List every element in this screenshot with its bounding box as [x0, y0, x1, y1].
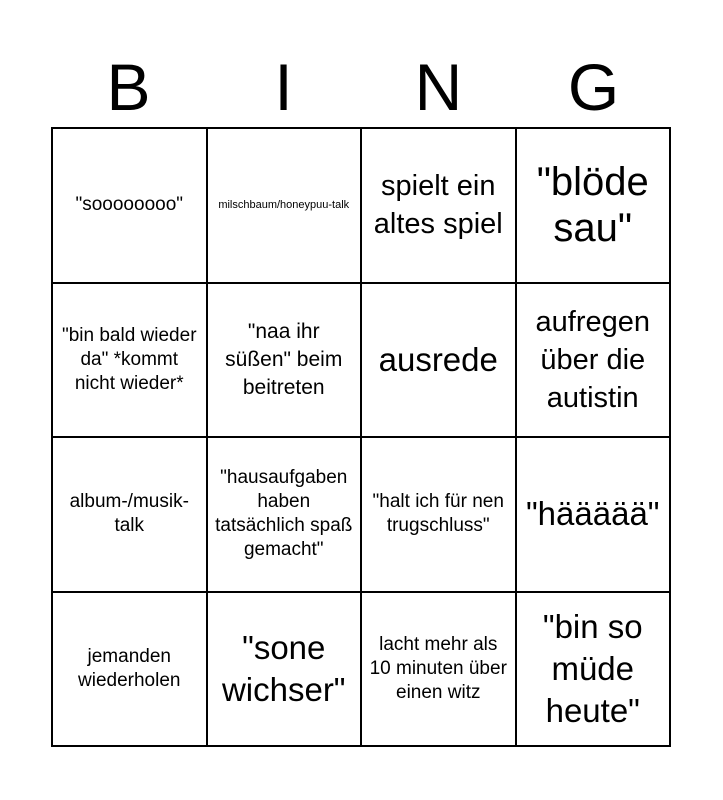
bingo-cell-text: "bin bald wieder da" *kommt nicht wieder* [61, 324, 197, 394]
bingo-cell[interactable] [208, 593, 363, 748]
bingo-cell[interactable] [208, 129, 363, 284]
bingo-board [51, 127, 671, 747]
bingo-cell-text: "hausaufgaben haben tatsächlich spaß gemacht" [215, 467, 353, 561]
bingo-cell[interactable] [362, 593, 517, 748]
bingo-cell[interactable] [362, 284, 517, 439]
bingo-cell-text: "sone wichser" [221, 628, 346, 708]
header-letter-g: G [567, 50, 620, 124]
bingo-cell-text: "halt ich für nen trugschluss" [372, 491, 504, 537]
bingo-cell[interactable] [517, 593, 672, 748]
bingo-cell-text: "naa ihr süßen" beim beitreten [225, 319, 343, 399]
bingo-cell-text: spielt ein altes spiel [373, 170, 503, 241]
bingo-cell[interactable] [362, 129, 517, 284]
bingo-cell[interactable] [53, 438, 208, 593]
header-letter-n: N [414, 50, 463, 124]
bingo-cell[interactable] [362, 438, 517, 593]
header-letter-i: I [274, 50, 293, 124]
bingo-cell-text: "bin so müde heute" [542, 607, 643, 729]
bingo-cell-text: "häääää" [525, 495, 660, 533]
bingo-cell[interactable] [517, 284, 672, 439]
bingo-cell[interactable] [208, 284, 363, 439]
bingo-cell[interactable] [53, 284, 208, 439]
bingo-header [51, 52, 671, 122]
bingo-cell[interactable] [53, 593, 208, 748]
bingo-cell-text: "soooooooo" [75, 194, 184, 216]
bingo-cell-text: ausrede [378, 340, 498, 378]
bingo-cell[interactable] [517, 438, 672, 593]
bingo-cell[interactable] [517, 129, 672, 284]
header-letter-b: B [106, 50, 151, 124]
bingo-cell[interactable] [208, 438, 363, 593]
bingo-cell-text: milschbaum/honeypuu-talk [218, 199, 350, 212]
bingo-cell-text: jemanden wiederholen [78, 645, 181, 691]
bingo-cell-text: "blöde sau" [536, 160, 649, 251]
bingo-cell-text: album-/musik-talk [69, 491, 189, 537]
bingo-cell-text: aufregen über die autistin [535, 305, 650, 414]
bingo-cell-text: lacht mehr als 10 minuten über einen witz [369, 633, 507, 703]
bingo-cell[interactable] [53, 129, 208, 284]
